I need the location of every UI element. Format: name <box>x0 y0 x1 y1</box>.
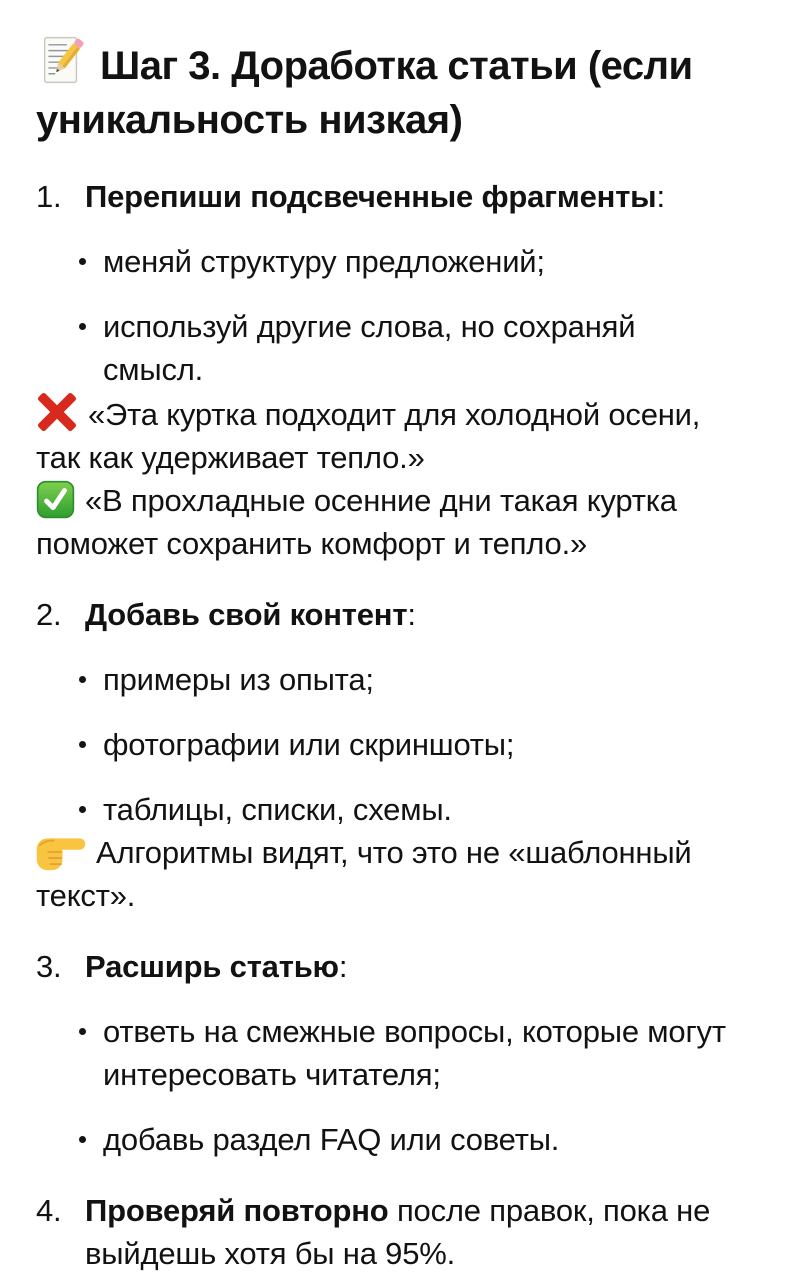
list-item-line2: смысл. <box>103 352 204 387</box>
example-bad-line1: «Эта куртка подходит для холодной осени, <box>88 397 701 432</box>
step-2-number: 2. <box>36 597 62 632</box>
list-item <box>36 723 770 766</box>
list-item-text: фотографии или скриншоты; <box>103 727 515 762</box>
list-item-text: таблицы, списки, схемы. <box>103 792 452 827</box>
bullet-icon <box>77 305 103 391</box>
list-item-line2: интересовать читателя; <box>103 1057 441 1092</box>
list-item-text: меняй структуру предложений; <box>103 244 545 279</box>
memo-icon <box>36 44 88 88</box>
page-title-line1: Шаг 3. Доработка статьи (если <box>100 44 693 88</box>
step-2-heading-suffix: : <box>407 597 416 632</box>
step-3-heading-suffix: : <box>338 949 348 984</box>
step-4-rest-line2: выйдешь хотя бы на 95%. <box>85 1236 456 1271</box>
step-4-number: 4. <box>36 1193 62 1228</box>
list-item-text <box>103 305 770 391</box>
cross-mark-icon <box>36 391 78 436</box>
step-4-rest-line1: после правок, пока не <box>388 1193 711 1228</box>
bullet-icon <box>77 1010 103 1096</box>
step-1-heading-bold: Перепиши подсвеченные фрагменты <box>85 179 657 214</box>
list-item-line1: ответь на смежные вопросы, которые могут <box>103 1014 726 1049</box>
step-4 <box>36 1189 770 1275</box>
bullet-icon <box>77 788 103 831</box>
example-good <box>36 479 770 565</box>
bullet-icon <box>77 1118 103 1161</box>
list-item-line1: используй другие слова, но сохраняй <box>103 309 636 344</box>
list-item <box>36 658 770 701</box>
example-good-line2: поможет сохранить комфорт и тепло.» <box>36 526 588 561</box>
step-3 <box>36 945 770 988</box>
pointing-right-icon <box>36 831 86 874</box>
step-3-heading-bold: Расширь статью <box>85 949 339 984</box>
page-title-line2: уникальность низкая) <box>36 98 463 142</box>
list-item <box>36 305 770 391</box>
list-item-text: добавь раздел FAQ или советы. <box>103 1122 560 1157</box>
check-mark-icon <box>36 479 75 522</box>
list-item <box>36 240 770 283</box>
page-title <box>36 34 770 147</box>
step-4-text <box>85 1189 770 1275</box>
list-item <box>36 1118 770 1161</box>
example-good-line1: «В прохладные осенние дни такая куртка <box>85 483 677 518</box>
step-3-number: 3. <box>36 949 62 984</box>
step-1-heading <box>85 175 770 218</box>
bullet-icon <box>77 240 103 283</box>
step-2-heading-bold: Добавь свой контент <box>85 597 408 632</box>
step-4-heading-bold: Проверяй повторно <box>85 1193 389 1228</box>
step-3-heading <box>85 945 770 988</box>
list-item-text: примеры из опыта; <box>103 662 374 697</box>
step-2-heading <box>85 593 770 636</box>
step-1-heading-suffix: : <box>656 179 665 214</box>
list-item-text <box>103 1010 770 1096</box>
note <box>36 831 770 917</box>
list-item <box>36 788 770 831</box>
bullet-icon <box>77 723 103 766</box>
list-item <box>36 1010 770 1096</box>
note-line2: текст». <box>36 878 136 913</box>
bullet-icon <box>77 658 103 701</box>
note-line1: Алгоритмы видят, что это не «шаблонный <box>96 835 692 870</box>
example-bad <box>36 391 770 479</box>
document <box>36 34 770 1275</box>
step-2 <box>36 593 770 636</box>
step-1 <box>36 175 770 218</box>
step-1-number: 1. <box>36 179 62 214</box>
example-bad-line2: так как удерживает тепло.» <box>36 440 425 475</box>
